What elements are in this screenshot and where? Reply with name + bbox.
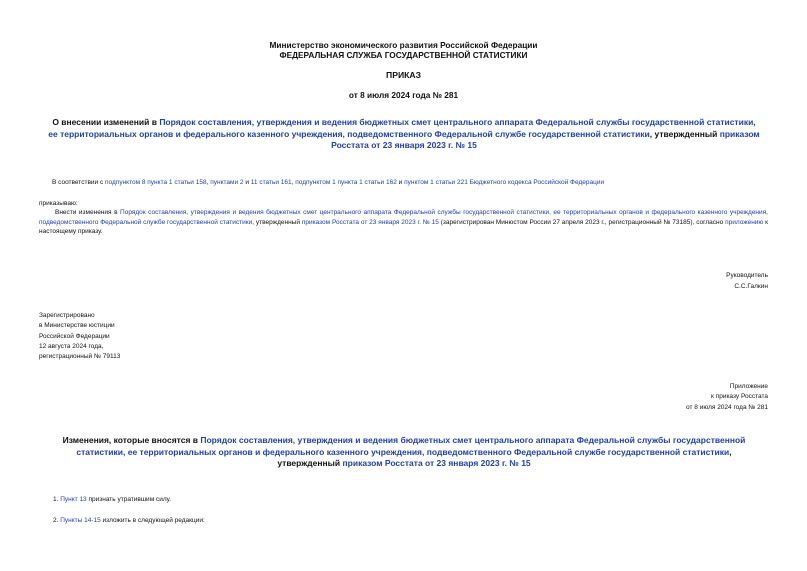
preamble-sep-4: и: [396, 179, 405, 186]
order-title: [48, 117, 760, 152]
registration-line: 12 августа 2024 года,: [39, 342, 104, 350]
preamble-link-3[interactable]: 11 статьи 161: [250, 179, 292, 186]
preamble-prefix: В соответствии с: [52, 179, 106, 186]
preamble-sep-2: и: [243, 179, 251, 186]
preamble-link-1[interactable]: подпунктом 8 пункта 1 статьи 158: [105, 179, 207, 186]
operative-paragraph: [39, 208, 768, 237]
preamble-sep-1: ,: [206, 179, 211, 186]
title-link-order[interactable]: приказом Росстата от 23 января 2023 г. № 15: [331, 128, 760, 151]
orders-word: приказываю:: [39, 200, 78, 207]
ministry-name: Министерство экономического развития Российской Федерации: [269, 40, 538, 50]
service-name: ФЕДЕРАЛЬНАЯ СЛУЖБА ГОСУДАРСТВЕННОЙ СТАТИСТИКИ: [279, 50, 528, 60]
change-item-link[interactable]: Пункт 13: [60, 496, 87, 503]
preamble-link-4[interactable]: подпунктом 1 пункта 1 статьи 162: [295, 179, 397, 186]
operative-link-appendix[interactable]: приложению: [725, 218, 764, 226]
appendix-line: от 8 июля 2024 года № 281: [686, 403, 768, 411]
operative-link-procedure[interactable]: Порядок составления, утверждения и ведения бюджетных смет центрального аппарата Федеральной службы государственной статистики, ее территориальных органов и федерального казенного учреждения, подведомственного Федеральной службе государственной статистики: [39, 209, 768, 226]
registration-line: в Министерстве юстиции: [39, 322, 115, 330]
operative-prefix: Внести изменения в: [55, 209, 121, 216]
change-item-2: [53, 517, 205, 524]
change-item-link[interactable]: Пункты 14-15: [60, 517, 101, 524]
changes-title: [48, 435, 760, 470]
change-item-number: 1.: [53, 496, 61, 503]
preamble-link-2[interactable]: пунктами 2: [210, 179, 244, 186]
signature-role: Руководитель: [726, 272, 768, 279]
operative-mid2: (зарегистрирован Минюстом России 27 апреля 2023 г., регистрационный № 73185), согласно: [438, 218, 726, 226]
changes-title-prefix: Изменения, которые вносятся в: [62, 435, 201, 445]
preamble-link-5[interactable]: пунктом 1 статьи 221 Бюджетного кодекса Российской Федерации: [404, 179, 605, 186]
change-item-number: 2.: [53, 517, 61, 524]
preamble-paragraph: [52, 178, 772, 188]
title-link-procedure[interactable]: Порядок составления, утверждения и ведения бюджетных смет центрального аппарата Федеральной службы государственной статистики, ее территориальных органов и федерального казенного учреждения, подведомственного Федеральной службе государственной статистики: [48, 117, 756, 139]
title-prefix: О внесении изменений в: [52, 117, 160, 127]
doc-type: ПРИКАЗ: [386, 70, 421, 80]
registration-line: регистрационный № 79113: [39, 353, 121, 361]
registration-block: [39, 311, 120, 362]
changes-title-middle: , утвержденный: [277, 446, 732, 469]
change-item-text: изложить в следующей редакции:: [100, 517, 205, 524]
operative-link-order[interactable]: приказом Росстата от 23 января 2023 г. № 15: [301, 218, 439, 226]
registration-line: Российской Федерации: [39, 332, 110, 340]
signature-block: [726, 270, 768, 292]
change-item-1: [53, 496, 171, 503]
doc-date-number: от 8 июля 2024 года № 281: [348, 90, 459, 100]
operative-end: к настоящему приказу.: [39, 218, 769, 236]
changes-title-link-procedure[interactable]: Порядок составления, утверждения и ведения бюджетных смет центрального аппарата Федеральной службы государственной статистики, ее территориальных органов и федерального казенного учреждения, подведомственного Федеральной службе государственной статистики: [76, 435, 746, 457]
signature-name: С.С.Галкин: [734, 283, 768, 290]
appendix-line: Приложение: [729, 383, 768, 390]
changes-title-link-order[interactable]: приказом Росстата от 23 января 2023 г. № 15: [342, 458, 531, 469]
operative-mid: , утвержденный: [252, 218, 302, 226]
appendix-line: к приказу Росстата: [711, 393, 768, 401]
title-middle: , утвержденный: [649, 128, 720, 139]
preamble-sep-3: ,: [291, 179, 296, 186]
appendix-block: [686, 382, 768, 413]
change-item-text: признать утратившим силу.: [86, 496, 172, 503]
registration-line: Зарегистрировано: [39, 312, 95, 319]
